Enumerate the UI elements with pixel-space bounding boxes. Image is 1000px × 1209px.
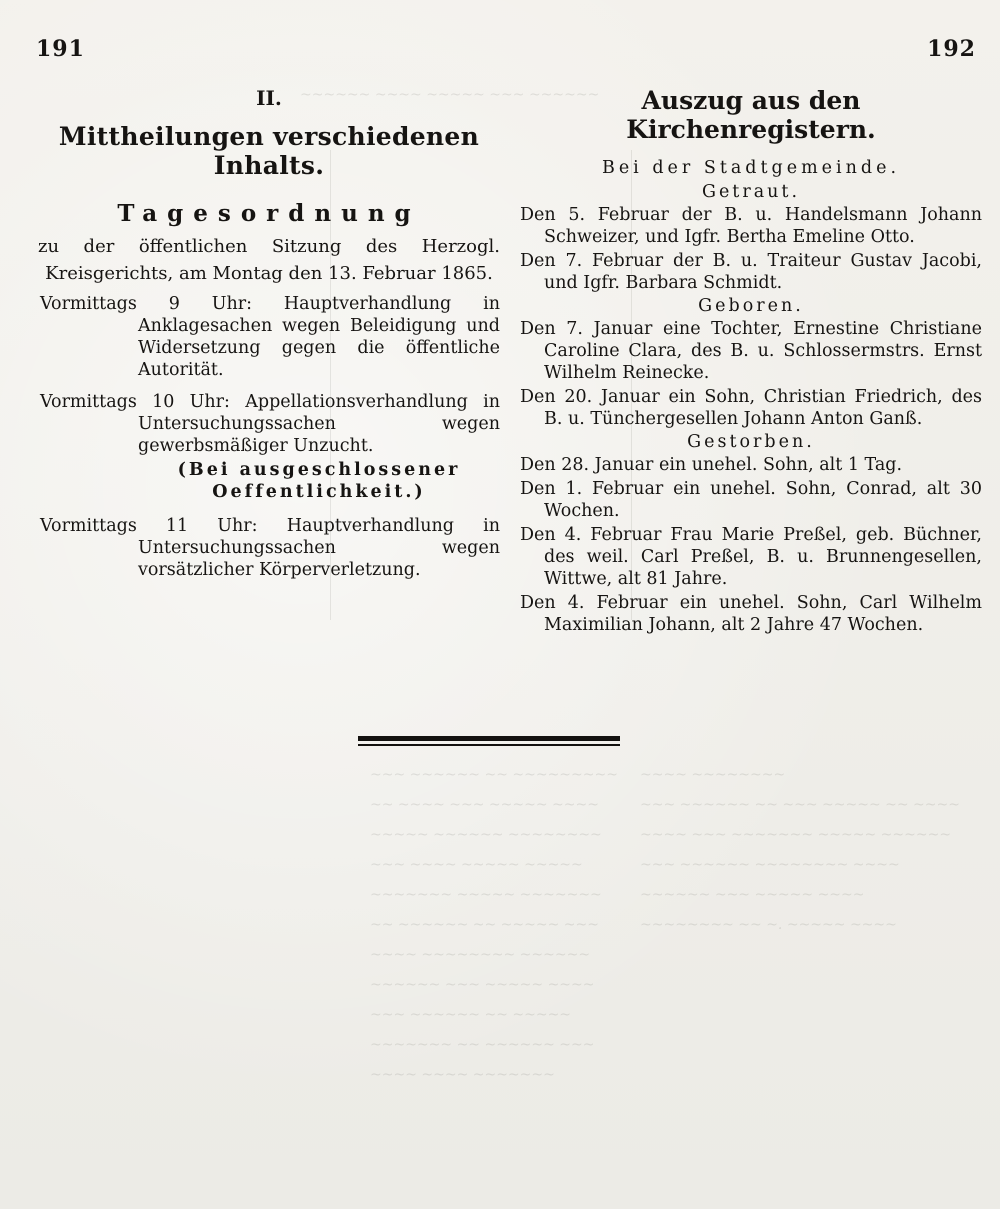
agenda-entry — [38, 293, 500, 381]
separator-thin-line — [358, 744, 620, 746]
section-title: Mittheilungen verschiedenen Inhalts. — [58, 122, 480, 180]
bleed-through-text: ~~~~ ~~~~~~~~ ~~~ ~~~~~~ ~~ ~~~ ~~~~~ ~~ ~~~~ ~~~~ ~~~ ~~~~~~~ ~~~~~ ~~~~~~ ~~~ ~~~~~~ ~~~~~~~~ ~~~~ ~~~~~~ ~~~ ~~~~~ ~~~~ ~~~~~~~~ ~~ ~. ~~~~~ ~~~~ — [640, 767, 960, 933]
category-heading-married: Getraut. — [701, 182, 801, 202]
register-entry: Den 4. Februar Frau Marie Preßel, geb. Büchner, des weil. Carl Preßel, B. u. Brunnengesellen, Wittwe, alt 81 Jahre. — [520, 525, 982, 589]
left-column — [38, 86, 500, 591]
page-number-right: 192 — [927, 36, 976, 62]
agenda-entry-time: Vormittags 10 Uhr: — [40, 392, 230, 412]
register-entry: Den 20. Januar ein Sohn, Christian Friedrich, des B. u. Tünchergesellen Johann Anton Ganß. — [520, 387, 982, 429]
category-heading-born: Geboren. — [698, 296, 804, 316]
category-heading-died: Gestorben. — [687, 432, 815, 452]
bleed-through-text: ~~~~~~ ~~~~ ~~~~~ ~~~ ~~~~~~ — [300, 87, 600, 103]
separator-thick-line — [358, 736, 620, 741]
bleed-through-text: ~~~ ~~~~~~ ~~ ~~~~~~~~~ ~~ ~~~~ ~~~ ~~~~~ ~~~~ ~~~~~ ~~~~~~ ~~~~~~~~ ~~~ ~~~~ ~~~~~ ~~~~~ ~~~~~~~ ~~~~~ ~~~~~~~ ~~ ~~~~~~ ~~ ~~~~~ ~~~ ~~~~ ~~~~~~~~ ~~~~~~ ~~~~~~ ~~~ ~~~~~ ~~~~ ~~~ ~~~~~~ ~~ ~~~~~ ~~~~~~~ ~~ ~~~~~~ ~~~ ~~~~ ~~~~ ~~~~~~~ — [370, 767, 618, 1083]
register-entry: Den 7. Februar der B. u. Traiteur Gustav Jacobi, und Igfr. Barbara Schmidt. — [520, 251, 982, 293]
register-entry: Den 5. Februar der B. u. Handelsmann Johann Schweizer, und Igfr. Bertha Emeline Otto. — [520, 205, 982, 247]
agenda-entry-note: (Bei ausgeschlossener Oeffentlichkeit.) — [177, 460, 461, 502]
agenda-subtitle: zu der öffentlichen Sitzung des Herzogl. Kreisgerichts, am Montag den 13. Februar 1865. — [38, 236, 500, 284]
agenda-heading: Tagesordnung — [117, 200, 421, 227]
register-entry: Den 7. Januar eine Tochter, Ernestine Christiane Caroline Clara, des B. u. Schlossermstrs. Ernst Wilhelm Reinecke. — [520, 319, 982, 383]
agenda-entry-text: Hauptverhandlung in Untersuchungssachen wegen vorsätzlicher Körperverletzung. — [138, 516, 500, 580]
section-separator-rule — [358, 736, 620, 746]
page-number-left: 191 — [36, 36, 85, 62]
right-column — [520, 86, 982, 638]
agenda-entry-text: Appellationsverhandlung in Untersuchungssachen wegen gewerbsmäßiger Unzucht. — [138, 392, 500, 456]
church-register-title: Auszug aus den Kirchenregistern. — [626, 86, 876, 144]
agenda-entry — [38, 391, 500, 457]
agenda-entry-time: Vormittags 9 Uhr: — [40, 294, 252, 314]
section-number: II. — [256, 86, 282, 110]
register-entry: Den 1. Februar ein unehel. Sohn, Conrad, alt 30 Wochen. — [520, 479, 982, 521]
register-entry: Den 4. Februar ein unehel. Sohn, Carl Wilhelm Maximilian Johann, alt 2 Jahre 47 Wochen. — [520, 593, 982, 635]
church-register-subtitle: Bei der Stadtgemeinde. — [601, 158, 901, 178]
agenda-entry-text: Hauptverhandlung in Anklagesachen wegen Beleidigung und Widersetzung gegen die öffentliche Autorität. — [138, 294, 500, 380]
agenda-entry — [38, 515, 500, 581]
agenda-entry-time: Vormittags 11 Uhr: — [40, 516, 258, 536]
register-entry: Den 28. Januar ein unehel. Sohn, alt 1 Tag. — [520, 455, 903, 475]
